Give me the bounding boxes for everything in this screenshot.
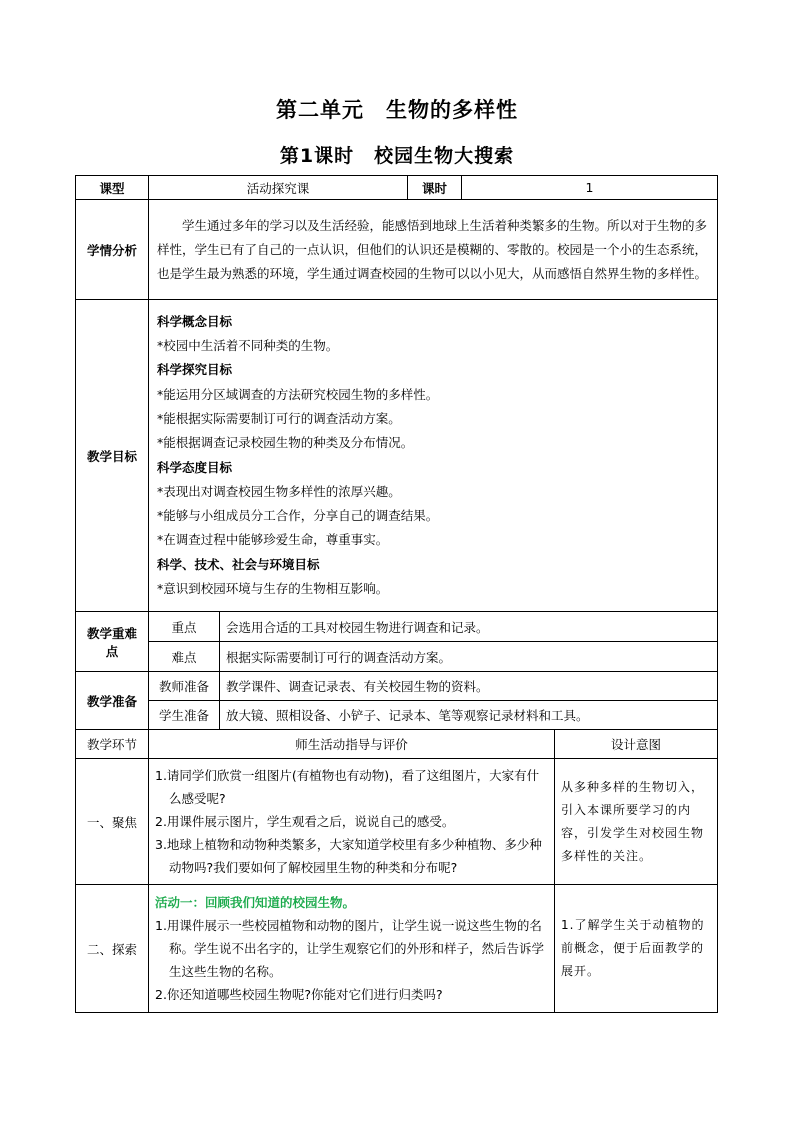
- stage1-name: 一、聚焦: [76, 759, 149, 885]
- goal-item: *校园中生活着不同种类的生物。: [157, 338, 339, 354]
- stage1-design: 从多种多样的生物切入，引入本课所要学习的内容，引发学生对校园生物多样性的关注。: [555, 759, 718, 885]
- difficulty-label: 难点: [149, 642, 220, 672]
- table-row: [76, 612, 718, 642]
- table-row: [76, 672, 718, 701]
- prep-label: 教学准备: [76, 672, 149, 730]
- student-prep-label: 学生准备: [149, 701, 220, 730]
- table-row: [76, 885, 718, 1013]
- goal-item: *意识到校园环境与生存的生物相互影响。: [157, 580, 389, 596]
- col-stage-header: 教学环节: [76, 730, 149, 759]
- table-row: [76, 300, 718, 612]
- table-row: [76, 176, 718, 200]
- student-prep-text: 放大镜、照相设备、小铲子、记录本、笔等观察记录材料和工具。: [220, 701, 718, 730]
- activity-title: 活动一：回顾我们知道的校园生物。: [155, 895, 356, 910]
- table-row: [76, 642, 718, 672]
- goal-item: *能根据调查记录校园生物的种类及分布情况。: [157, 435, 414, 451]
- list-item: 3.地球上植物和动物种类繁多，大家知道学校里有多少种植物、多少种动物吗?我们要如何了解校园里生物的种类和分布呢?: [155, 837, 542, 875]
- keypoints-label: 教学重难点: [76, 612, 149, 672]
- table-row: [76, 759, 718, 885]
- table-row: [76, 200, 718, 300]
- key-label: 重点: [149, 612, 220, 642]
- stage2-name: 二、探索: [76, 885, 149, 1013]
- goal-item: *能运用分区域调查的方法研究校园生物的多样性。: [157, 386, 439, 402]
- teacher-prep-label: 教师准备: [149, 672, 220, 701]
- col-activity-header: 师生活动指导与评价: [149, 730, 555, 759]
- goal-heading: 科学概念目标: [157, 313, 233, 329]
- period-value: 1: [462, 176, 718, 200]
- table-row: [76, 730, 718, 759]
- stage2-activities: [149, 885, 555, 1013]
- goal-heading: 科学态度目标: [157, 459, 233, 475]
- analysis-label: 学情分析: [76, 200, 149, 300]
- key-text: 会选用合适的工具对校园生物进行调查和记录。: [220, 612, 718, 642]
- difficulty-text: 根据实际需要制订可行的调查活动方案。: [220, 642, 718, 672]
- list-item: 1.请同学们欣赏一组图片(有植物也有动物)，看了这组图片，大家有什么感受呢?: [155, 768, 540, 806]
- goal-item: *能根据实际需要制订可行的调查活动方案。: [157, 410, 401, 426]
- lesson-type-value: 活动探究课: [149, 176, 408, 200]
- goal-item: *能够与小组成员分工合作，分享自己的调查结果。: [157, 508, 439, 524]
- col-design-header: 设计意图: [555, 730, 718, 759]
- goal-heading: 科学探究目标: [157, 362, 233, 378]
- goal-heading: 科学、技术、社会与环境目标: [157, 556, 320, 572]
- goal-item: *表现出对调查校园生物多样性的浓厚兴趣。: [157, 483, 401, 499]
- goals-label: 教学目标: [76, 300, 149, 612]
- analysis-text: 学生通过多年的学习以及生活经验，能感悟到地球上生活着种类繁多的生物。所以对于生物的多样性，学生已有了自己的一点认识，但他们的认识还是模糊的、零散的。校园是一个小的生态系统，也是学生最为熟悉的环境，学生通过调查校园的生物可以以小见大，从而感悟自然界生物的多样性。: [149, 200, 718, 300]
- list-item: 1.用课件展示一些校园植物和动物的图片，让学生说一说这些生物的名称。学生说不出名字的，让学生观察它们的外形和样子，然后告诉学生这些生物的名称。: [155, 918, 545, 979]
- list-item: 2.你还知道哪些校园生物呢?你能对它们进行归类吗?: [155, 987, 443, 1002]
- period-label: 课时: [408, 176, 462, 200]
- table-row: [76, 701, 718, 730]
- unit-title: 第二单元 生物的多样性: [276, 98, 518, 122]
- goals-list: [149, 300, 718, 612]
- goal-item: *在调查过程中能够珍爱生命，尊重事实。: [157, 532, 389, 548]
- teacher-prep-text: 教学课件、调查记录表、有关校园生物的资料。: [220, 672, 718, 701]
- lesson-title: 第1课时 校园生物大搜索: [279, 145, 515, 167]
- list-item: 2.用课件展示图片，学生观看之后，说说自己的感受。: [155, 814, 455, 829]
- lesson-plan-table: [75, 175, 718, 1013]
- lesson-type-label: 课型: [76, 176, 149, 200]
- stage1-activities: [149, 759, 555, 885]
- stage2-design: 1.了解学生关于动植物的前概念，便于后面教学的展开。: [555, 885, 718, 1013]
